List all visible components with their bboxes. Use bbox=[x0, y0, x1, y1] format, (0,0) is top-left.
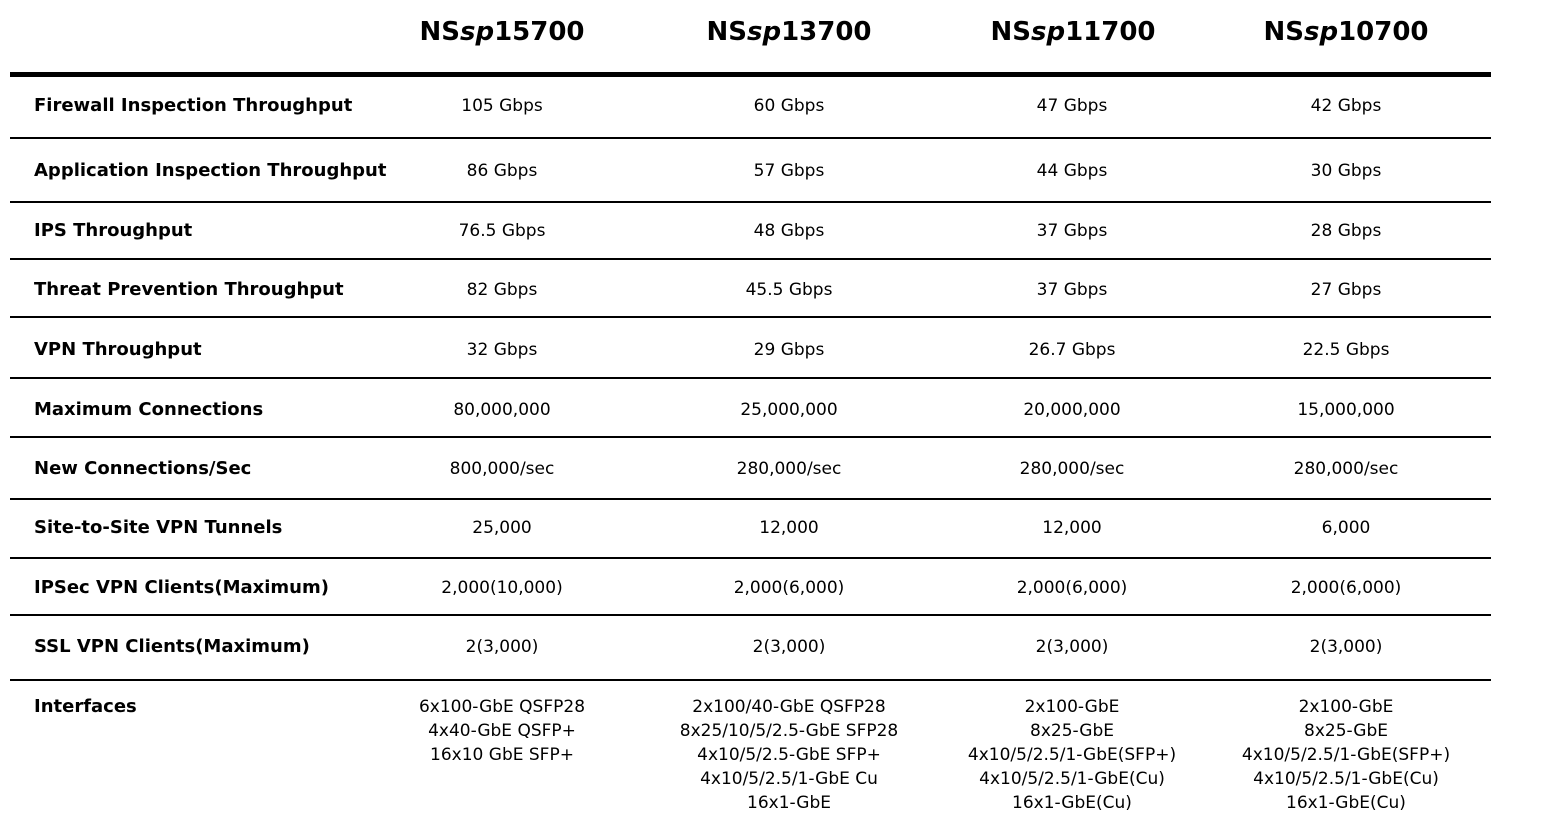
interface-line: 2x100-GbE bbox=[1024, 697, 1120, 717]
table-cell: 28 Gbps bbox=[1310, 221, 1382, 241]
interfaces-cell bbox=[932, 695, 1212, 815]
row-label: IPS Throughput bbox=[34, 220, 193, 241]
table-cell: 2,000(6,000) bbox=[1016, 578, 1128, 598]
interface-line: 4x10/5/2.5-GbE SFP+ bbox=[697, 745, 881, 765]
table-cell: 2(3,000) bbox=[1035, 637, 1109, 657]
table-cell: 30 Gbps bbox=[1310, 161, 1382, 181]
table-cell: 6,000 bbox=[1321, 518, 1371, 538]
table-cell: 37 Gbps bbox=[1036, 280, 1108, 300]
table-cell: 25,000 bbox=[472, 518, 532, 538]
row-label: VPN Throughput bbox=[34, 339, 202, 360]
row-divider bbox=[10, 201, 1491, 203]
table-cell: 29 Gbps bbox=[753, 340, 825, 360]
table-cell: 2,000(6,000) bbox=[1290, 578, 1402, 598]
model-number: 13700 bbox=[781, 17, 872, 47]
table-cell: 2(3,000) bbox=[1309, 637, 1383, 657]
row-divider bbox=[10, 557, 1491, 559]
interfaces-cell bbox=[649, 695, 929, 815]
interface-line: 4x10/5/2.5/1-GbE(SFP+) bbox=[967, 745, 1177, 765]
table-cell: 2(3,000) bbox=[752, 637, 826, 657]
table-cell: 2(3,000) bbox=[465, 637, 539, 657]
table-cell: 25,000,000 bbox=[740, 400, 838, 420]
table-cell: 22.5 Gbps bbox=[1302, 340, 1390, 360]
interfaces-cell bbox=[362, 695, 642, 767]
table-cell: 45.5 Gbps bbox=[745, 280, 833, 300]
row-divider bbox=[10, 614, 1491, 616]
interface-line: 2x100/40-GbE QSFP28 bbox=[692, 697, 886, 717]
interface-line: 4x40-GbE QSFP+ bbox=[428, 721, 576, 741]
table-cell: 47 Gbps bbox=[1036, 96, 1108, 116]
row-label: Firewall Inspection Throughput bbox=[34, 95, 353, 116]
row-label: Site-to-Site VPN Tunnels bbox=[34, 517, 283, 538]
table-cell: 37 Gbps bbox=[1036, 221, 1108, 241]
interface-line: 4x10/5/2.5/1-GbE Cu bbox=[700, 769, 878, 789]
table-cell: 26.7 Gbps bbox=[1028, 340, 1116, 360]
table-cell: 48 Gbps bbox=[753, 221, 825, 241]
model-number: 11700 bbox=[1065, 17, 1156, 47]
interface-line: 8x25-GbE bbox=[1030, 721, 1114, 741]
model-prefix: NS bbox=[419, 17, 460, 47]
table-cell: 280,000/sec bbox=[736, 459, 842, 479]
table-cell: 86 Gbps bbox=[466, 161, 538, 181]
row-label: IPSec VPN Clients(Maximum) bbox=[34, 577, 329, 598]
row-divider bbox=[10, 316, 1491, 318]
model-prefix: NS bbox=[990, 17, 1031, 47]
model-italic: sp bbox=[1303, 17, 1339, 47]
row-divider bbox=[10, 137, 1491, 139]
table-cell: 280,000/sec bbox=[1019, 459, 1125, 479]
model-number: 15700 bbox=[494, 17, 585, 47]
interface-line: 4x10/5/2.5/1-GbE(SFP+) bbox=[1241, 745, 1451, 765]
interface-line: 6x100-GbE QSFP28 bbox=[418, 697, 586, 717]
table-cell: 800,000/sec bbox=[449, 459, 555, 479]
table-cell: 82 Gbps bbox=[466, 280, 538, 300]
header-rule bbox=[10, 72, 1491, 77]
model-header bbox=[352, 10, 652, 54]
model-header bbox=[923, 10, 1223, 54]
model-prefix: NS bbox=[1263, 17, 1304, 47]
interface-line: 8x25-GbE bbox=[1304, 721, 1388, 741]
interface-line: 4x10/5/2.5/1-GbE(Cu) bbox=[979, 769, 1165, 789]
table-cell: 42 Gbps bbox=[1310, 96, 1382, 116]
row-label-interfaces: Interfaces bbox=[34, 696, 137, 717]
table-cell: 105 Gbps bbox=[461, 96, 543, 116]
row-label: New Connections/Sec bbox=[34, 458, 252, 479]
model-number: 10700 bbox=[1338, 17, 1429, 47]
table-cell: 2,000(6,000) bbox=[733, 578, 845, 598]
row-divider bbox=[10, 498, 1491, 500]
interface-line: 16x10 GbE SFP+ bbox=[430, 745, 574, 765]
row-label: Maximum Connections bbox=[34, 399, 264, 420]
table-cell: 57 Gbps bbox=[753, 161, 825, 181]
interface-line: 2x100-GbE bbox=[1298, 697, 1394, 717]
interfaces-cell bbox=[1206, 695, 1486, 815]
row-label: Application Inspection Throughput bbox=[34, 160, 387, 181]
interface-line: 8x25/10/5/2.5-GbE SFP28 bbox=[679, 721, 899, 741]
table-cell: 32 Gbps bbox=[466, 340, 538, 360]
row-label: Threat Prevention Throughput bbox=[34, 279, 344, 300]
table-cell: 27 Gbps bbox=[1310, 280, 1382, 300]
row-divider bbox=[10, 436, 1491, 438]
table-cell: 280,000/sec bbox=[1293, 459, 1399, 479]
interface-line: 16x1-GbE(Cu) bbox=[1012, 793, 1132, 813]
table-cell: 2,000(10,000) bbox=[441, 578, 563, 598]
row-label: SSL VPN Clients(Maximum) bbox=[34, 636, 310, 657]
interface-line: 4x10/5/2.5/1-GbE(Cu) bbox=[1253, 769, 1439, 789]
table-cell: 76.5 Gbps bbox=[458, 221, 546, 241]
table-cell: 12,000 bbox=[1042, 518, 1102, 538]
table-cell: 60 Gbps bbox=[753, 96, 825, 116]
model-italic: sp bbox=[746, 17, 782, 47]
model-header bbox=[1196, 10, 1496, 54]
interface-line: 16x1-GbE(Cu) bbox=[1286, 793, 1406, 813]
row-divider bbox=[10, 377, 1491, 379]
model-header bbox=[639, 10, 939, 54]
table-cell: 15,000,000 bbox=[1297, 400, 1395, 420]
model-prefix: NS bbox=[706, 17, 747, 47]
row-divider bbox=[10, 258, 1491, 260]
table-cell: 12,000 bbox=[759, 518, 819, 538]
model-italic: sp bbox=[459, 17, 495, 47]
table-cell: 80,000,000 bbox=[453, 400, 551, 420]
table-cell: 20,000,000 bbox=[1023, 400, 1121, 420]
interface-line: 16x1-GbE bbox=[747, 793, 831, 813]
row-divider bbox=[10, 679, 1491, 681]
table-cell: 44 Gbps bbox=[1036, 161, 1108, 181]
model-italic: sp bbox=[1030, 17, 1066, 47]
